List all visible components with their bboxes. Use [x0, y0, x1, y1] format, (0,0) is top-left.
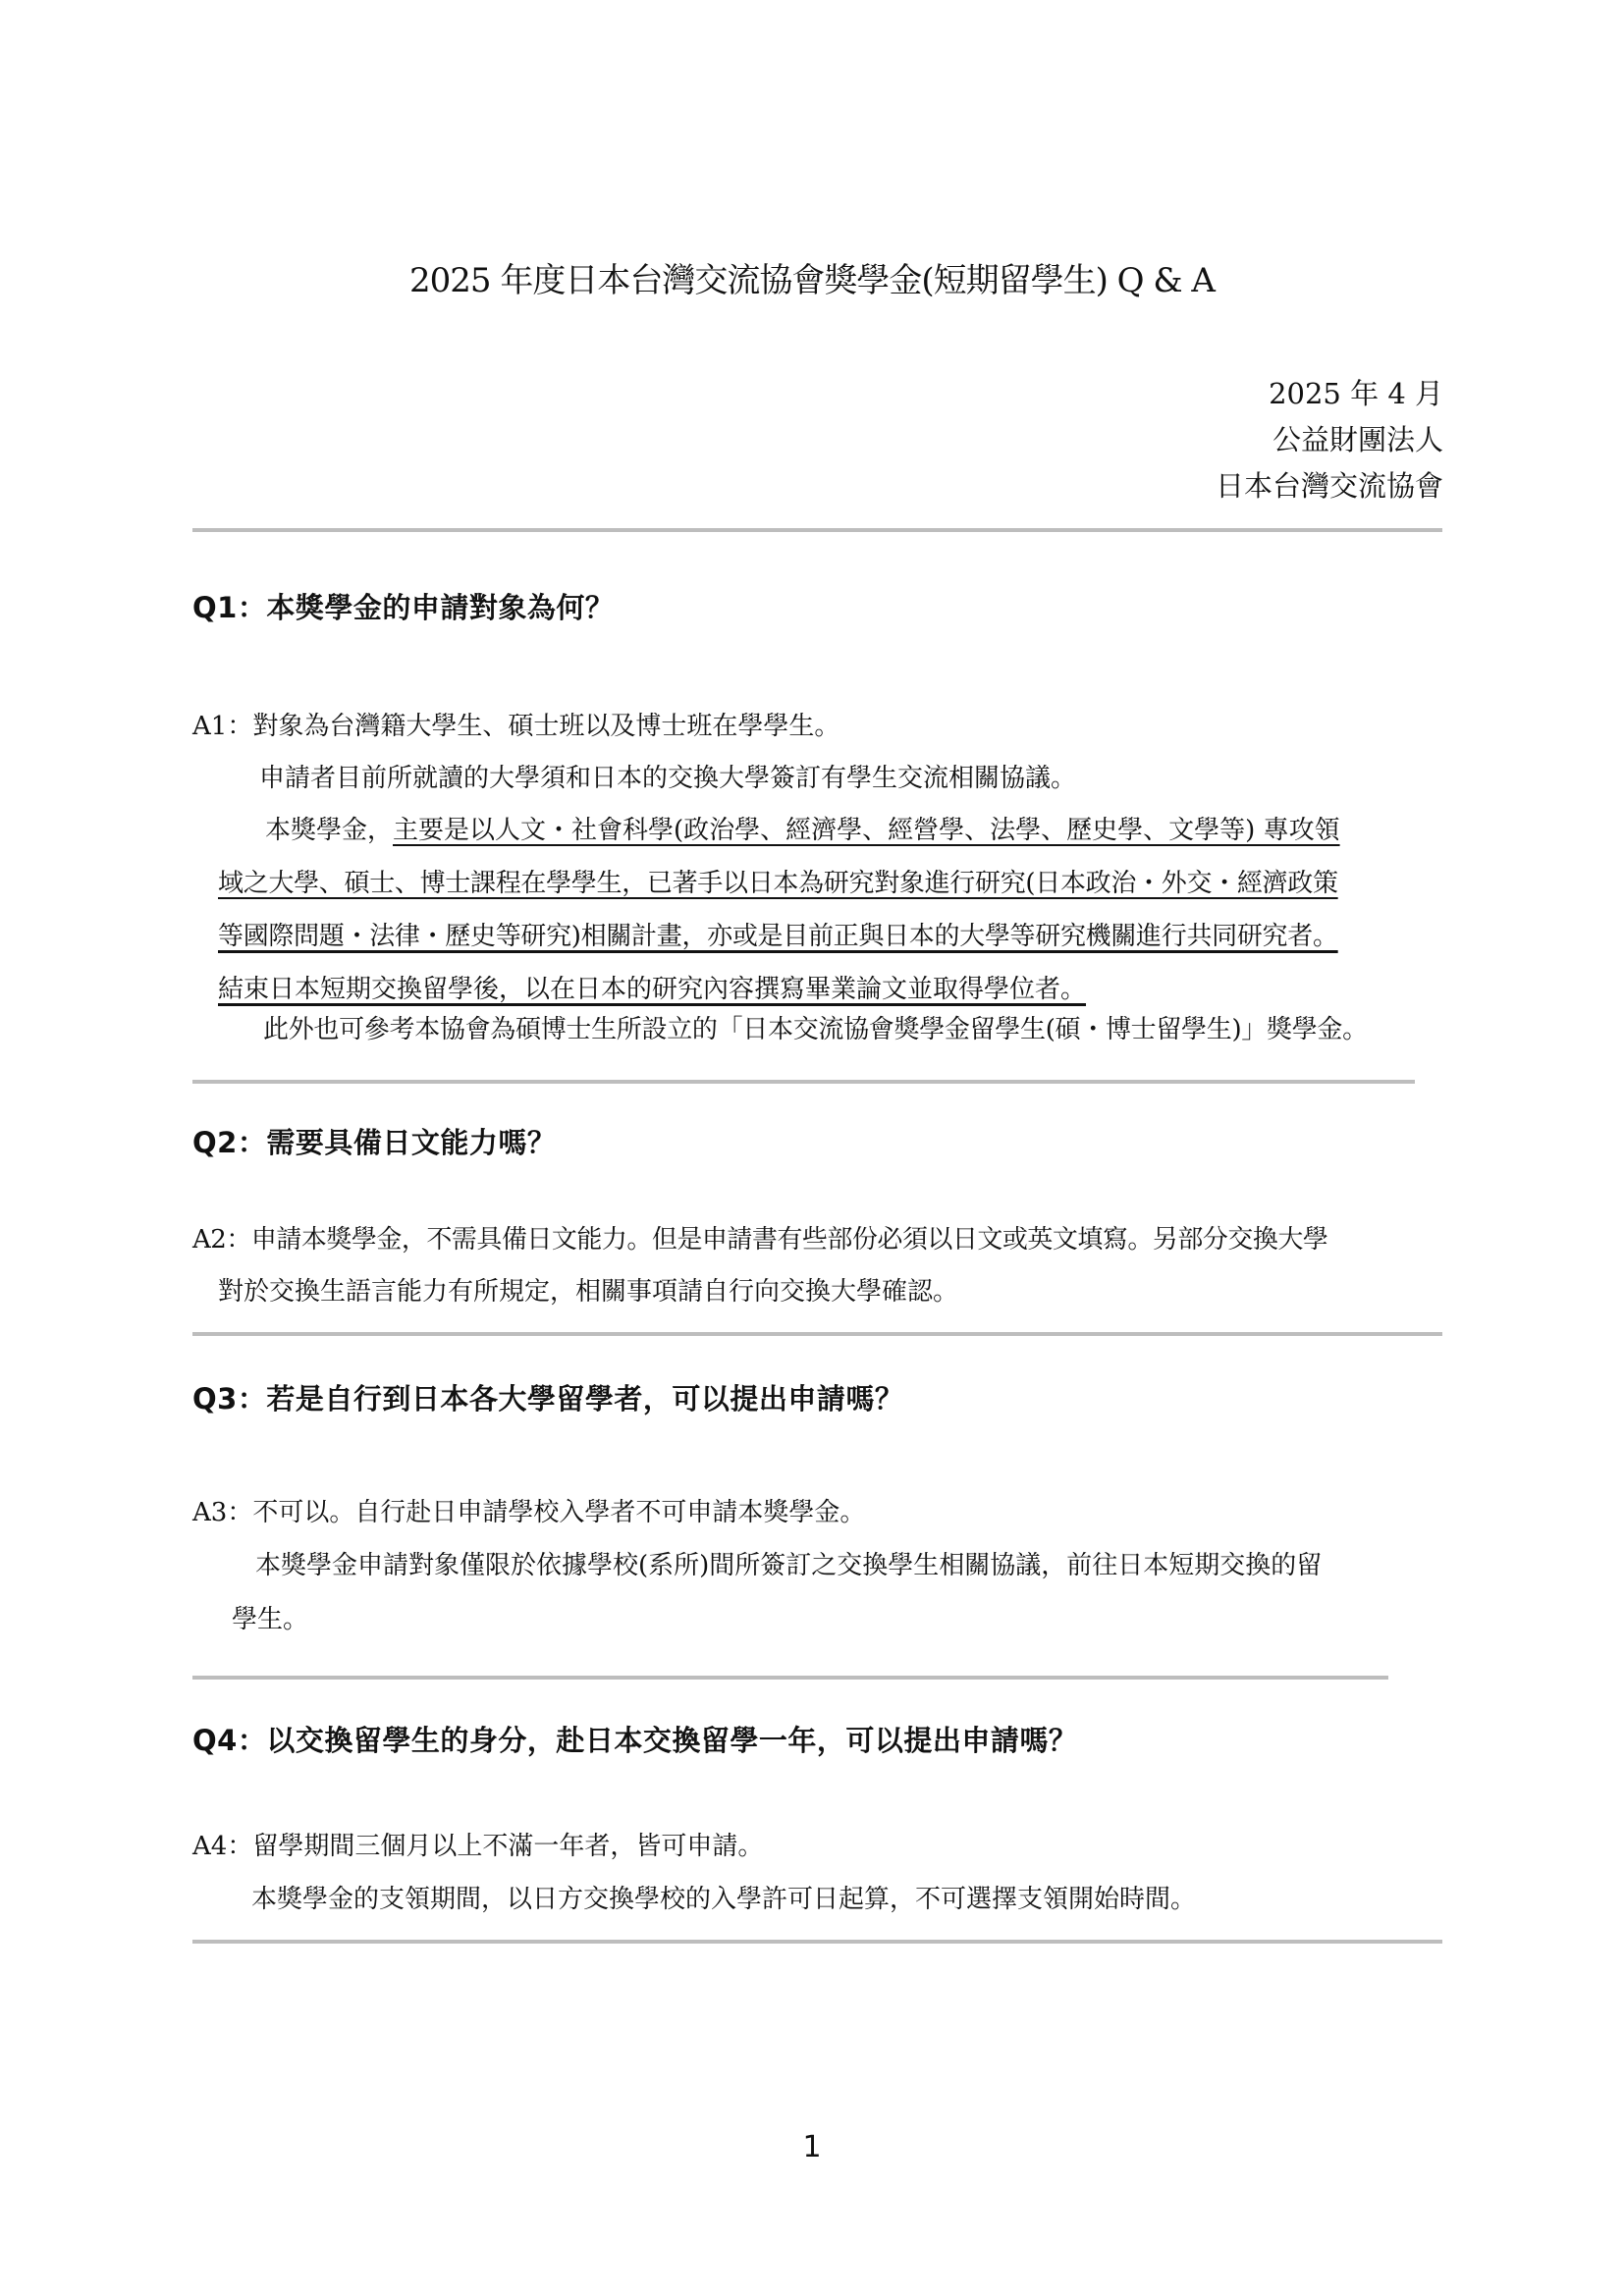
divider — [192, 1332, 1442, 1336]
answer-2-line: A2：申請本獎學金，不需具備日文能力。但是申請書有些部份必須以日文或英文填寫。另部分交換大學 — [192, 1225, 1328, 1255]
question-3: Q3：若是自行到日本各大學留學者，可以提出申請嗎？ — [192, 1382, 904, 1415]
answer-1-underlined-line: 結束日本短期交換留學後，以在日本的研究內容撰寫畢業論文並取得學位者。 — [218, 975, 1087, 1004]
answer-2-line: 對於交換生語言能力有所規定，相關事項請自行向交換大學確認。 — [218, 1277, 959, 1307]
question-2: Q2：需要具備日文能力嗎？ — [192, 1126, 557, 1159]
org-type: 公益財團法人 — [1272, 423, 1443, 456]
document-meta — [1216, 371, 1443, 509]
document-title: 2025 年度日本台灣交流協會獎學金(短期留學生) Q & A — [409, 261, 1215, 300]
divider — [192, 528, 1442, 532]
divider — [192, 1940, 1442, 1944]
answer-1-line: 申請者目前所就讀的大學須和日本的交換大學簽訂有學生交流相關協議。 — [259, 764, 1077, 793]
question-4: Q4：以交換留學生的身分，赴日本交換留學一年，可以提出申請嗎？ — [192, 1724, 1078, 1757]
answer-1-line: A1：對象為台灣籍大學生、碩士班以及博士班在學學生。 — [192, 712, 840, 741]
divider — [192, 1676, 1388, 1680]
answer-3-line: 學生。 — [232, 1605, 309, 1634]
answer-3-line: 本獎學金申請對象僅限於依據學校(系所)間所簽訂之交換學生相關協議，前往日本短期交換的留 — [255, 1551, 1323, 1580]
answer-1-underlined-line: 域之大學、碩士、博士課程在學學生，已著手以日本為研究對象進行研究(日本政治・外交・經濟政策 — [218, 869, 1338, 898]
answer-1-line — [265, 816, 1340, 846]
page-number: 1 — [802, 2130, 822, 2164]
answer-1-lead: 本獎學金， — [265, 816, 394, 845]
answer-3-line: A3：不可以。自行赴日申請學校入學者不可申請本獎學金。 — [192, 1498, 866, 1527]
answer-1-underlined-line: 等國際問題・法律・歷史等研究)相關計畫，亦或是目前正與日本的大學等研究機關進行共同研究者。 — [218, 922, 1338, 951]
org-name: 日本台灣交流協會 — [1215, 469, 1443, 503]
answer-4-line: A4：留學期間三個月以上不滿一年者，皆可申請。 — [192, 1832, 764, 1861]
answer-4-line: 本獎學金的支領期間，以日方交換學校的入學許可日起算，不可選擇支領開始時間。 — [251, 1885, 1197, 1914]
issue-date: 2025 年 4 月 — [1269, 377, 1443, 410]
divider — [192, 1080, 1415, 1084]
answer-1-line: 此外也可參考本協會為碩博士生所設立的「日本交流協會獎學金留學生(碩・博士留學生)」獎學金。 — [263, 1015, 1368, 1044]
answer-1-underlined: 主要是以人文・社會科學(政治學、經濟學、經營學、法學、歷史學、文學等) 專攻領 — [393, 816, 1340, 845]
question-1: Q1：本獎學金的申請對象為何？ — [192, 591, 615, 624]
